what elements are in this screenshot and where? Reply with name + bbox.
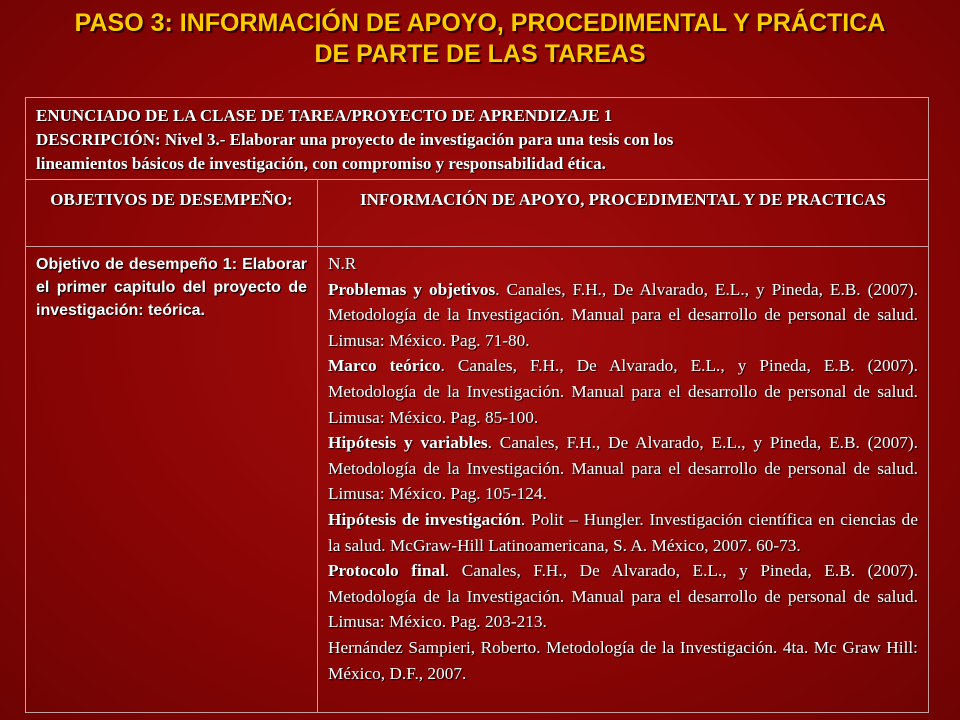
reference-text: . Canales, F.H., De Alvarado, E.L., y Pineda, E.B. (2007). Metodología de la Investigación. Manual para el desarrollo de personal de salud. Limusa: México. Pag. 71-80.: [328, 279, 918, 350]
reference-text: . Polit – Hungler. Investigación científica en ciencias de la salud. McGraw-Hill Latinoamericana, S. A. México, 2007. 60-73.: [328, 509, 918, 555]
title-line-1: PASO 3: INFORMACIÓN DE APOYO, PROCEDIMENTAL Y PRÁCTICA: [74, 9, 886, 37]
objectives-header: OBJETIVOS DE DESEMPEÑO:: [26, 180, 318, 246]
description-row: [26, 98, 928, 180]
header-row: [26, 180, 928, 247]
reference-text: . Canales, F.H., De Alvarado, E.L., y Pineda, E.B. (2007). Metodología de la Investigación. Manual para el desarrollo de personal de salud. Limusa: México. Pag. 203-213.: [328, 561, 918, 632]
description-line-2: DESCRIPCIÓN: Nivel 3.- Elaborar una proyecto de investigación para una tesis con los: [36, 130, 674, 149]
reference-text: . Canales, F.H., De Alvarado, E.L., y Pineda, E.B. (2007). Metodología de la Investigación. Manual para el desarrollo de personal de salud. Limusa: México. Pag. 85-100.: [328, 356, 918, 427]
reference-topic: Protocolo final: [328, 561, 445, 581]
reference-item: [328, 430, 918, 507]
reference-topic: Problemas y objetivos: [328, 279, 496, 299]
support-info-header: INFORMACIÓN DE APOYO, PROCEDIMENTAL Y DE PRACTICAS: [360, 190, 886, 209]
description-line-1: ENUNCIADO DE LA CLASE DE TAREA/PROYECTO DE APRENDIZAJE 1: [36, 106, 613, 125]
nr-label: N.R: [328, 254, 357, 273]
page-title: [0, 8, 960, 70]
reference-item: [328, 353, 918, 430]
body-row: [26, 246, 928, 712]
reference-topic: Hipótesis y variables: [328, 433, 488, 453]
task-table: [25, 97, 929, 713]
reference-item: [328, 558, 918, 635]
reference-text: . Canales, F.H., De Alvarado, E.L., y Pineda, E.B. (2007). Metodología de la Investigación. Manual para el desarrollo de personal de salud. Limusa: México. Pag. 105-124.: [328, 433, 918, 504]
objective-cell: Objetivo de desempeño 1: Elaborar el primer capitulo del proyecto de investigación: teórica.: [26, 246, 318, 712]
reference-topic: Hipótesis de investigación: [328, 509, 521, 529]
reference-text: Hernández Sampieri, Roberto. Metodología de la Investigación. 4ta. Mc Graw Hill: México, D.F., 2007.: [328, 637, 918, 683]
reference-item: [328, 507, 918, 558]
description-line-3: lineamientos básicos de investigación, con compromiso y responsabilidad ética.: [36, 154, 606, 173]
reference-topic: Marco teórico: [328, 356, 441, 376]
reference-item: [328, 277, 918, 354]
title-line-2: DE PARTE DE LAS TAREAS: [314, 40, 646, 68]
references-cell: [318, 246, 928, 712]
reference-item: [328, 635, 918, 686]
